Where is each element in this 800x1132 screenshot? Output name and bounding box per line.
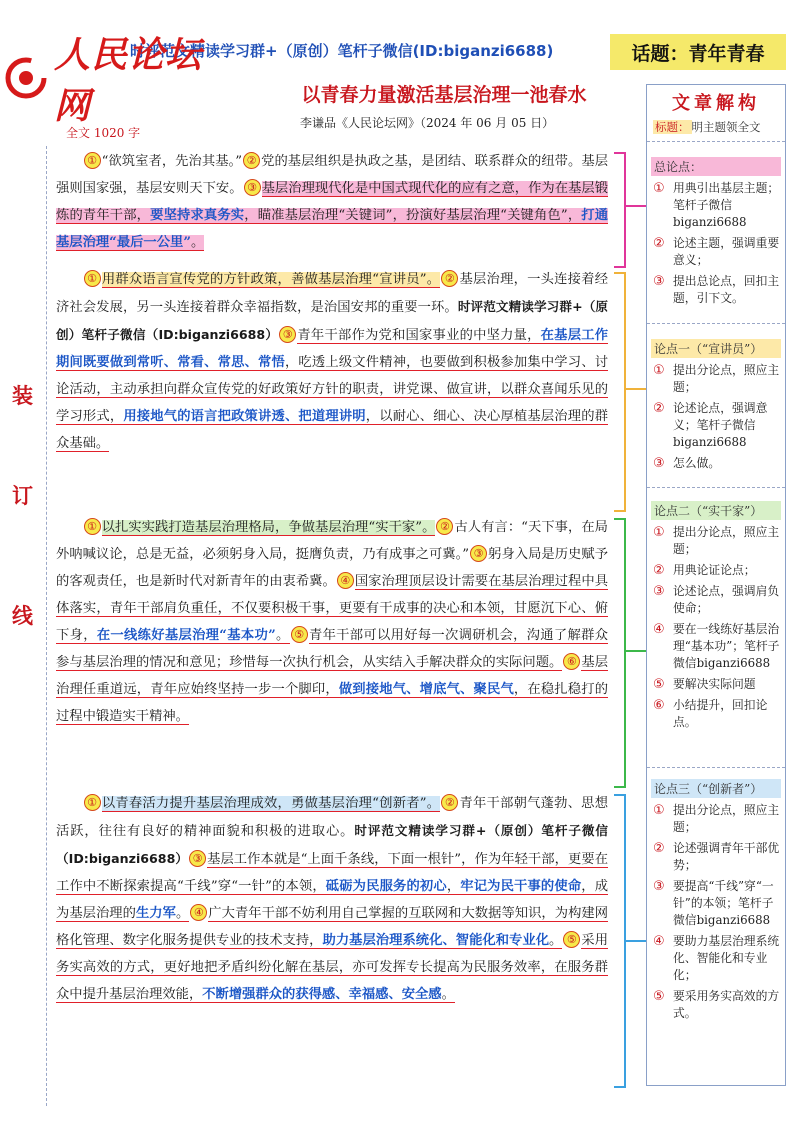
bracket-intro (614, 152, 626, 268)
item-text: 要助力基层治理系统化、智能化和专业化； (673, 934, 780, 982)
sentence-number-badge: ③ (470, 545, 487, 562)
sentence-text: 广大青年干部不妨利用自己掌握的互联网和大数据等知识，为构建网格化管理、数字化服务提供专业的技术支持， (56, 906, 609, 948)
section-item (651, 802, 781, 836)
sentence-text: 。 (441, 987, 455, 1002)
section-item (651, 524, 781, 558)
logo-mark-icon (4, 56, 48, 100)
section-item (651, 878, 781, 929)
sentence-number-badge: ④ (190, 904, 207, 921)
logo-text: 人民论坛网 (54, 34, 203, 127)
sentence-text: 基层治理，一头连接着经济社会发展，另一头连接着群众幸福指数，是治国安邦的重要一环。 (56, 272, 608, 315)
sentence-number-badge: ⑤ (291, 626, 308, 643)
item-text: 提出总论点，回扣主题，引下文。 (673, 274, 780, 305)
binding-char: 线 (12, 604, 33, 628)
item-text: 提出分论点，照应主题； (673, 803, 780, 834)
section-item (651, 273, 781, 307)
item-number: ③ (653, 456, 665, 471)
binding-char: 订 (12, 484, 33, 508)
sentence-number-badge: ③ (189, 850, 206, 867)
sentence-text: 国家治理顶层设计需要在基层治理过程中具体落实，青年干部肩负重任，不仅要积极干事，更要有干成事的决心和本领，甘愿沉下心、俯下身， (56, 574, 609, 643)
item-text: 要解决实际问题 (673, 677, 756, 691)
paragraph-argument-1 (56, 266, 608, 457)
item-text: 小结提升，回扣论点。 (673, 698, 768, 729)
section-item (651, 362, 781, 396)
sentence-text: 。 (275, 628, 290, 643)
sentence-number-badge: ⑤ (563, 931, 580, 948)
sentence-number-badge: ① (84, 518, 101, 535)
item-text: 提出分论点，照应主题； (673, 525, 780, 556)
topic-badge: 话题：青年青春 (610, 34, 786, 70)
divider (647, 141, 785, 142)
structure-panel (646, 84, 786, 1086)
item-text: 要在一线练好基层治理“基本功”；笔杆子微信biganzi6688 (673, 622, 780, 670)
section-item (651, 676, 781, 693)
sentence-text: 以青春活力提升基层治理成效，勇做基层治理“创新者”。 (101, 796, 441, 811)
sentence-text: 党的基层组织是执政之基，是团结、联系群众的纽带。基层强则国家强，基层安则天下安。 (56, 154, 609, 196)
item-text: 论述论点，强调肩负使命； (673, 584, 780, 615)
item-text: 用典论证论点； (673, 563, 756, 577)
word-count-label: 全文 1020 字 (66, 126, 141, 140)
section-thesis (651, 157, 781, 307)
sentence-text: ，吃透上级文件精神，也要做到积极参加集中学习、讨论活动，主动承担向群众宣传党的好政策好方针的职责，讲党课、做宣讲，以群众喜闻乐见的学习形式， (56, 355, 609, 424)
sentence-text: 青年干部作为党和国家事业的中坚力量， (297, 328, 541, 343)
item-number: ① (653, 363, 665, 378)
item-text: 要提高“千线”穿“一针”的本领；笔杆子微信biganzi6688 (673, 879, 774, 927)
sentence-text: ，成为基层治理的 (56, 879, 609, 921)
sentence-text: “欲筑室者，先治其基。” (101, 154, 243, 169)
watermark-line: 时评范文精读学习群+（原创）笔杆子微信（ID:biganzi6688） (56, 823, 608, 866)
key-phrase: 助力基层治理系统化、智能化和专业化 (322, 933, 550, 948)
item-number: ② (653, 563, 665, 578)
sentence-text: ，瞄准基层治理“关键词”，扮演好基层治理“关键角色”， (244, 208, 582, 223)
item-number: ③ (653, 274, 665, 289)
section-item (651, 840, 781, 874)
bracket-link-argument-2 (626, 650, 646, 652)
item-number: ③ (653, 584, 665, 599)
key-phrase: 用接地气的语言把政策讲透、把道理讲明 (123, 409, 366, 424)
item-number: ② (653, 841, 665, 856)
divider (647, 487, 785, 488)
structure-title: 文章解构 (672, 93, 760, 114)
sentence-text: ，以耐心、细心、决心厚植基层治理的群众基础。 (56, 409, 609, 451)
sentence-text: 采用务实高效的方式，更好地把矛盾纠纷化解在基层，亦可发挥专长提高为民服务效率，在服务群众中提升基层治理效能， (56, 933, 609, 1002)
key-phrase: 打通基层治理“最后一公里” (56, 208, 609, 250)
study-group-line: 时评范文精读学习群+（原创）笔杆子微信(ID:biganzi6688) (130, 42, 554, 60)
sentence-number-badge: ② (243, 152, 260, 169)
tag-text: 明主题领全文 (691, 120, 761, 134)
tag-label: 标题： (655, 120, 690, 134)
sentence-number-badge: ② (441, 794, 458, 811)
item-number: ⑤ (653, 989, 665, 1004)
section-item (651, 235, 781, 269)
paragraph-argument-2 (56, 514, 608, 730)
section-heading: 论点三（“创新者”） (651, 779, 781, 798)
article-title: 以青春力量激活基层治理一池春水 (301, 84, 587, 106)
sentence-text: 以扎实实践打造基层治理格局，争做基层治理“实干家”。 (101, 520, 436, 535)
bracket-link-argument-1 (626, 388, 646, 390)
item-text: 怎么做。 (673, 456, 721, 470)
paragraph-argument-3 (56, 790, 608, 1008)
site-logo (4, 34, 238, 127)
sentence-text: 。 (190, 235, 205, 250)
bracket-link-intro (626, 205, 646, 207)
section-item (651, 400, 781, 451)
sentence-text: 青年干部朝气蓬勃、思想活跃，往往有良好的精神面貌和积极的进取心。 (56, 796, 608, 839)
section-heading: 论点二（“实干家”） (651, 501, 781, 520)
item-number: ① (653, 803, 665, 818)
section-item (651, 583, 781, 617)
key-phrase: 砥砺为民服务的初心 (325, 879, 447, 894)
key-phrase: 不断增强群众的获得感、幸福感、安全感 (202, 987, 442, 1002)
sentence-text: 用群众语言宣传党的方针政策，善做基层治理“宣讲员”。 (101, 272, 441, 287)
structure-tagline (653, 119, 761, 135)
sentence-text: 躬身入局是历史赋予的客观责任，也是新时代对新青年的由衷希冀。 (56, 547, 608, 589)
section-item (651, 455, 781, 472)
item-number: ⑥ (653, 698, 665, 713)
section-item (651, 180, 781, 231)
item-number: ② (653, 401, 665, 416)
item-number: ① (653, 181, 665, 196)
sentence-number-badge: ① (84, 270, 101, 287)
item-number: ④ (653, 934, 665, 949)
item-number: ③ (653, 879, 665, 894)
sentence-text: 青年干部可以用好每一次调研机会，沟通了解群众参与基层治理的情况和意见；珍惜每一次执行机会，从实结入手解决群众的实际问题。 (56, 628, 609, 670)
key-phrase: 牢记为民干事的使命 (460, 879, 582, 894)
sentence-text: 。 (549, 933, 563, 948)
section-argument-1 (651, 339, 781, 472)
section-item (651, 697, 781, 731)
item-number: ② (653, 236, 665, 251)
item-text: 论述论点，强调意义；笔杆子微信biganzi6688 (673, 401, 768, 449)
article-byline: 李谦品《人民论坛网》（2024 年 06 月 05 日） (300, 116, 555, 130)
item-text: 用典引出基层主题；笔杆子微信biganzi6688 (673, 181, 780, 229)
section-item (651, 621, 781, 672)
section-argument-2 (651, 501, 781, 731)
key-phrase: 做到接地气、增底气、聚民气 (338, 682, 514, 697)
item-text: 论述主题，强调重要意义； (673, 236, 780, 267)
sentence-number-badge: ③ (244, 179, 261, 196)
sentence-text: 基层治理任重道远，青年应始终坚持一步一个脚印， (56, 655, 609, 697)
item-number: ④ (653, 622, 665, 637)
sentence-number-badge: ② (441, 270, 458, 287)
item-text: 要采用务实高效的方式。 (673, 989, 780, 1020)
watermark-line: 时评范文精读学习群+（原创）笔杆子微信（ID:biganzi6688） (56, 299, 609, 342)
sentence-text: 基层治理现代化是中国式现代化的应有之意，作为在基层锻炼的青年干部， (56, 181, 609, 223)
section-argument-3 (651, 779, 781, 1022)
sentence-text: ，在稳扎稳打的过程中锻造实干精神。 (56, 682, 609, 724)
key-phrase: 要坚持求真务实 (150, 208, 245, 223)
section-item (651, 933, 781, 984)
key-phrase: 在一线练好基层治理“基本功” (96, 628, 276, 643)
item-number: ① (653, 525, 665, 540)
sentence-number-badge: ② (436, 518, 453, 535)
sentence-text: 古人有言：“天下事，在局外呐喊议论，总是无益，必须躬身入局，挺膺负责，乃有成事之可冀。” (56, 520, 608, 562)
bracket-argument-3 (614, 794, 626, 1088)
sentence-text: 基层工作本就是“上面千条线，下面一根针”，作为年轻干部，更要在工作中不断探索提高“千线”穿“一针”的本领， (56, 852, 608, 894)
bracket-link-argument-3 (626, 940, 646, 942)
divider (647, 767, 785, 768)
paragraph-intro (56, 148, 608, 256)
section-heading: 论点一（“宣讲员”） (651, 339, 781, 358)
section-item (651, 562, 781, 579)
sentence-text: 。 (175, 906, 190, 921)
sentence-number-badge: ④ (337, 572, 354, 589)
bracket-argument-2 (614, 518, 626, 788)
section-item (651, 988, 781, 1022)
binding-dashed-line (46, 146, 47, 1106)
binding-char: 装 (12, 384, 33, 408)
item-text: 提出分论点，照应主题； (673, 363, 780, 394)
key-phrase: 生力军 (135, 906, 176, 921)
item-text: 论述强调青年干部优势； (673, 841, 780, 872)
sentence-text: ， (446, 879, 461, 894)
section-heading: 总论点： (651, 157, 781, 176)
sentence-number-badge: ③ (279, 326, 296, 343)
key-phrase: 在基层工作期间既要做到常听、常看、常思、常悟 (56, 328, 609, 370)
item-number: ⑤ (653, 677, 665, 692)
divider (647, 323, 785, 324)
bracket-argument-1 (614, 272, 626, 512)
sentence-number-badge: ① (84, 794, 101, 811)
sentence-number-badge: ① (84, 152, 101, 169)
sentence-number-badge: ⑥ (563, 653, 580, 670)
